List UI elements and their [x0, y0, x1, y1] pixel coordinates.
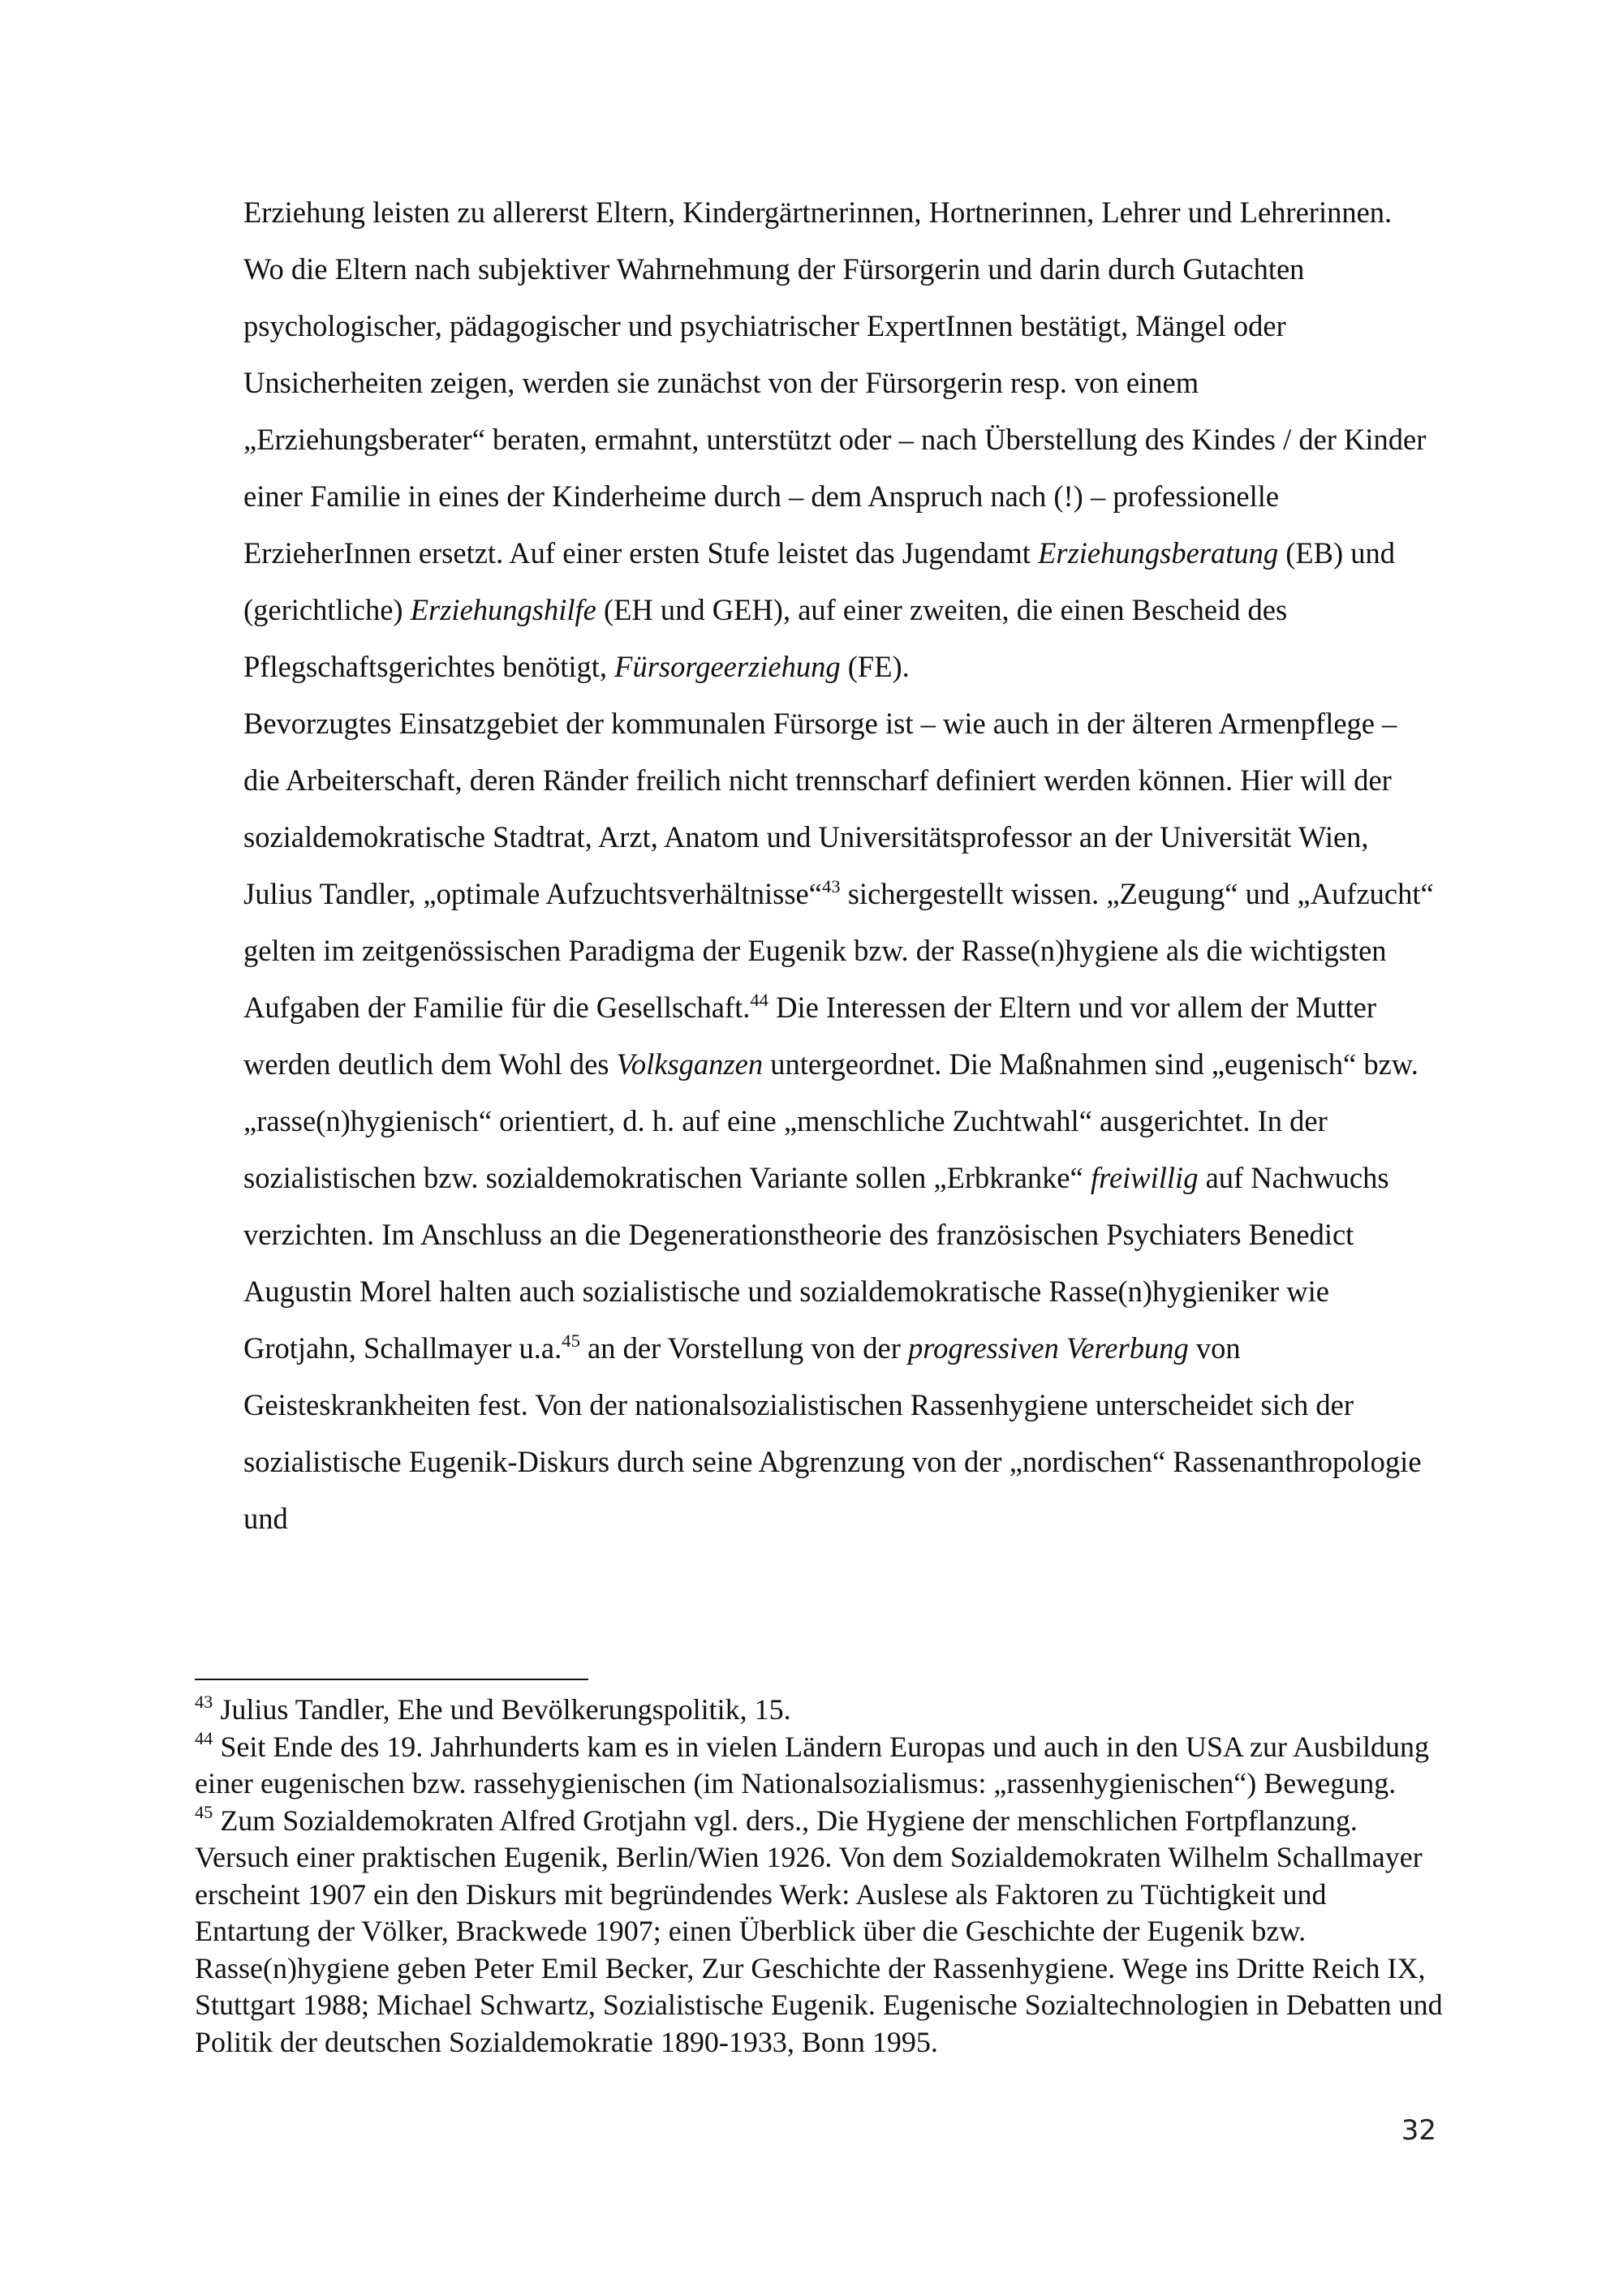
footnote-number: 43	[195, 1691, 213, 1712]
emphasis-erziehungshilfe: Erziehungshilfe	[410, 593, 596, 626]
footnotes	[195, 1692, 1444, 2061]
text-segment: (EB) und (gerichtliche)	[243, 536, 1396, 626]
footnote-reference-43[interactable]: 43	[821, 875, 841, 896]
text-segment: Bevorzugtes Einsatzgebiet der kommunalen Fürsorge ist – wie auch in der älteren Armenpflege – die Arbeiterschaft, deren Ränder freilich nicht trennscharf definiert werden können. Hier will der sozialdemokratische Stadtrat, Arzt, Anatom und Universitätsprofessor an der Universität Wien, Julius Tandler, „optimale Aufzuchtsverhältnisse“	[243, 707, 1397, 910]
footnote-number: 45	[195, 1802, 213, 1823]
text-segment: Die Interessen der Eltern und vor allem der Mutter werden deutlich dem Wohl des	[243, 991, 1376, 1081]
main-text	[243, 184, 1436, 1547]
footnote-reference-45[interactable]: 45	[562, 1330, 580, 1351]
footnote-43	[195, 1692, 1444, 1729]
text-segment: auf Nachwuchs verzichten. Im Anschluss an die Degenerationstheorie des französischen Psychiaters Benedict Augustin Morel halten auch sozialistische und sozialdemokratische Rasse(n)hygieniker wie Grotjahn, Schallmayer u.a.	[243, 1161, 1389, 1365]
footnote-reference-44[interactable]: 44	[750, 989, 768, 1010]
text-segment: untergeordnet. Die Maßnahmen sind „eugenisch“ bzw. „rasse(n)hygienisch“ orientiert, d. h. auf eine „menschliche Zuchtwahl“ ausgerichtet. In der sozialistischen bzw. sozialdemokratischen Variante sollen „Erbkranke“	[243, 1047, 1419, 1194]
text-segment: an der Vorstellung von der	[579, 1331, 909, 1365]
paragraph-fuersorge	[243, 695, 1436, 1547]
text-segment: sichergestellt wissen. „Zeugung“ und „Aufzucht“ gelten im zeitgenössischen Paradigma der Eugenik bzw. der Rasse(n)hygiene als die wichtigsten Aufgaben der Familie für die Gesellschaft.	[243, 877, 1434, 1024]
footnote-45	[195, 1803, 1444, 2062]
text-segment: Erziehung leisten zu allererst Eltern, Kindergärtnerinnen, Hortnerinnen, Lehrer und Lehrerinnen. Wo die Eltern nach subjektiver Wahrnehmung der Fürsorgerin und darin durch Gutachten psychologischer, pädagogischer und psychiatrischer ExpertInnen bestätigt, Mängel oder Unsicherheiten zeigen, werden sie zunächst von der Fürsorgerin resp. von einem „Erziehungsberater“ beraten, ermahnt, unterstützt oder – nach Überstellung des Kindes / der Kinder einer Familie in eines der Kinderheime durch – dem Anspruch nach (!) – professionelle ErzieherInnen ersetzt. Auf einer ersten Stufe leistet das Jugendamt	[243, 196, 1427, 570]
text-segment: (FE).	[840, 650, 910, 683]
emphasis-progressive-vererbung: progressiven Vererbung	[908, 1331, 1189, 1365]
footnote-44	[195, 1729, 1444, 1803]
text-segment: (EH und GEH), auf einer zweiten, die einen Bescheid des Pflegschaftsgerichtes benötigt,	[243, 593, 1288, 683]
emphasis-erziehungsberatung: Erziehungsberatung	[1038, 536, 1279, 570]
emphasis-freiwillig: freiwillig	[1090, 1161, 1199, 1194]
footnote-text: Julius Tandler, Ehe und Bevölkerungspolitik, 15.	[213, 1693, 791, 1726]
page-number: 32	[1401, 2114, 1436, 2147]
footnote-number: 44	[195, 1728, 213, 1749]
emphasis-volksganzen: Volksganzen	[616, 1047, 764, 1081]
footnote-text: Seit Ende des 19. Jahrhunderts kam es in vielen Ländern Europas und auch in den USA zur Ausbildung einer eugenischen bzw. rassehygienischen (im Nationalsozialismus: „rassenhygienischen“) Bewegung.	[195, 1730, 1430, 1799]
emphasis-fuersorgeerziehung: Fürsorgeerziehung	[614, 650, 841, 683]
paragraph-erziehung	[243, 184, 1436, 695]
text-segment: von Geisteskrankheiten fest. Von der nationalsozialistischen Rassenhygiene unterscheidet sich der sozialistische Eugenik-Diskurs durch seine Abgrenzung von der „nordischen“ Rassenanthropologie und	[243, 1331, 1422, 1535]
footnote-text: Zum Sozialdemokraten Alfred Grotjahn vgl. ders., Die Hygiene der menschlichen Fortpflanzung. Versuch einer praktischen Eugenik, Berlin/Wien 1926. Von dem Sozialdemokraten Wilhelm Schallmayer erscheint 1907 ein den Diskurs mit begründendes Werk: Auslese als Faktoren zu Tüchtigkeit und Entartung der Völker, Brackwede 1907; einen Überblick über die Geschichte der Eugenik bzw. Rasse(n)hygiene geben Peter Emil Becker, Zur Geschichte der Rassenhygiene. Wege ins Dritte Reich IX, Stuttgart 1988; Michael Schwartz, Sozialistische Eugenik. Eugenische Sozialtechnologien in Debatten und Politik der deutschen Sozialdemokratie 1890-1933, Bonn 1995.	[195, 1804, 1443, 2058]
footnote-separator	[195, 1679, 588, 1680]
